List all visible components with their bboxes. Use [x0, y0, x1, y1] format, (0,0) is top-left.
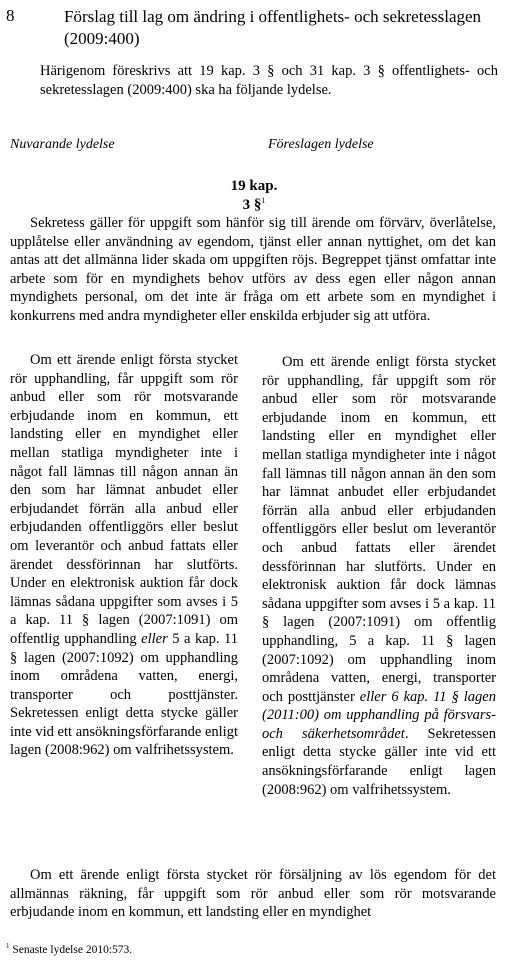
- footnote-number: 1: [6, 942, 10, 950]
- footnote-ref: 1: [261, 196, 266, 205]
- page-title: Förslag till lag om ändring i offentlighets- och sekretesslagen (2009:400): [64, 7, 482, 48]
- proposed-text-italic: eller 6 kap. 11 § lagen (2011:00) om upphandling på försvars- och säkerhetsområdet: [262, 688, 496, 742]
- footnote-text: Senaste lydelse 2010:573.: [9, 943, 133, 956]
- current-text-italic: eller: [141, 630, 168, 647]
- proposed-text-part1: Om ett ärende enligt första stycket rör upphandling, får uppgift som rör anbud eller som rör motsvarande erbjudande inom en kommun, ett landsting eller en myndighet eller mellan statliga myndigheter inte i något fall lämnas till någon annan än den som har lämnat anbudet eller erbjudandet förrän alla anbud eller erbjudanden offentliggörs eller beslut om leverantör och anbud fattats eller ärendet dessförinnan har slutförts. Under en elektronisk auktion får dock lämnas sådana uppgifter som avses i 5 a kap. 11 § lagen (2007:1091) om offentlig upphandling, 5 a kap. 11 § lagen (2007:1092) om upphandling inom områdena vatten, energi, transporter och posttjänster: [262, 354, 496, 705]
- final-paragraph: Om ett ärende enligt första stycket rör försäljning av lös egendom för det allmännas räkning, får uppgift som rör anbud eller som rör motsvarande erbjudande inom en kommun, ett landsting eller en myndighet: [10, 867, 496, 921]
- current-wording: [10, 351, 238, 760]
- chapter-heading: 19 kap.: [230, 178, 278, 194]
- common-paragraph: Sekretess gäller för uppgift som hänför sig till ärende om förvärv, överlåtelse, upplåtelse eller användning av egendom, tjänst eller annan nyttighet, om det kan antas att det allmänna lider skada om uppgiften röjs. Begreppet tjänst omfattar inte arbete som för en myndighets behov utförs av dess egen eller någon annan myndighets personal, om det inte är fråga om ett arbete som en myndighet i konkurrens med andra myndigheter eller enskilda erbjuder sig att utföra.: [10, 215, 496, 324]
- section-label: 3 §: [242, 197, 262, 213]
- column-header-proposed: Föreslagen lydelse: [268, 137, 374, 152]
- footnote: [6, 942, 132, 956]
- column-header-current: Nuvarande lydelse: [10, 137, 115, 152]
- section-heading: [0, 196, 508, 214]
- proposed-text-part2: . Sekretessen enligt detta stycke gäller inte vid ett ansökningsförfarande enligt lagen (2008:962) om valfrihetssystem.: [262, 725, 496, 798]
- proposed-wording: [262, 353, 496, 799]
- page-number: 8: [6, 6, 15, 25]
- current-text-part2: 5 a kap. 11 § lagen (2007:1092) om upphandling inom områdena vatten, energi, transporter och posttjänster. Sekretessen enligt detta stycke gäller inte vid ett ansökningsförfarande enligt lagen (2008:962) om valfrihetssystem.: [10, 630, 238, 759]
- intro-paragraph: Härigenom föreskrivs att 19 kap. 3 § och 31 kap. 3 § offentlighets- och sekretesslagen (2009:400) ska ha följande lydelse.: [40, 63, 498, 98]
- current-text-part1: Om ett ärende enligt första stycket rör upphandling, får uppgift som rör anbud eller som rör motsvarande erbjudande inom en kommun, ett landsting eller en myndighet eller mellan statliga myndigheter inte i något fall lämnas till någon annan än den som har lämnat anbudet eller erbjudandet förrän alla anbud eller erbjudanden offentliggörs eller beslut om leverantör och anbud fattats eller ärendet dessförinnan har slutförts. Under en elektronisk auktion får dock lämnas sådana uppgifter som avses i 5 a kap. 11 § lagen (2007:1091) om offentlig upphandling: [10, 352, 238, 647]
